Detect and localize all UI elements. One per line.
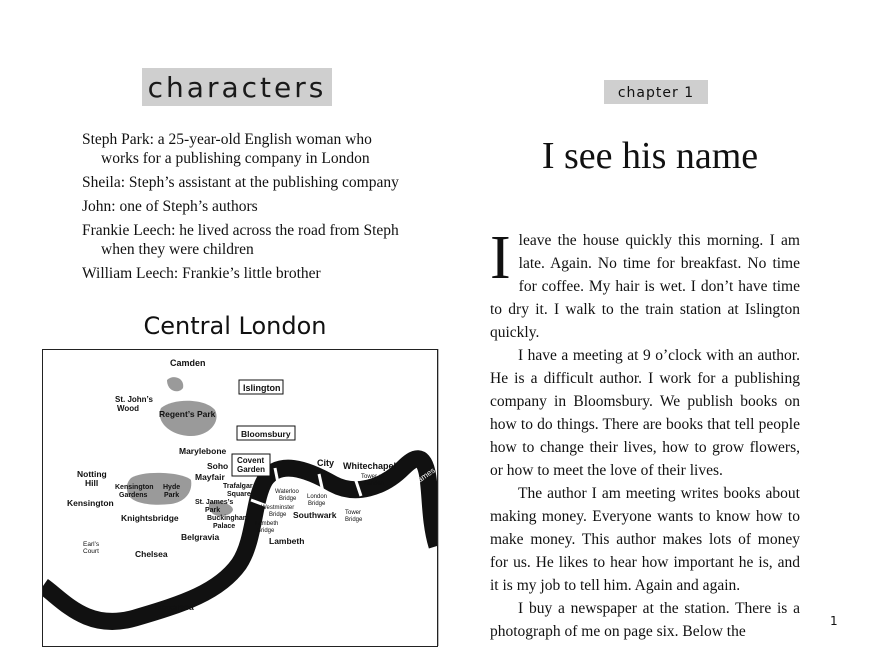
label-river-thames: River Thames (390, 465, 437, 502)
paragraph-text: leave the house quickly this morning. I am late. Again. No time for breakfast. No time for coffee. My hair is wet. I don’t have time to dry it. I walk to the train station at Islington quickly. (490, 232, 800, 341)
label-trafalgar-square: Trafalgar (223, 483, 253, 490)
label-lambeth: Lambeth (269, 536, 305, 546)
label-trafalgar-square: Square (227, 491, 251, 498)
label-waterloo-bridge: Waterloo (275, 489, 299, 495)
label-earls-court: Court (83, 548, 99, 555)
map-drawing (43, 350, 437, 646)
label-st-james-park: St. James’s (195, 499, 234, 506)
label-whitechapel: Whitechapel (343, 461, 397, 471)
label-kensington-gardens: Gardens (119, 492, 148, 499)
label-battersea: Battersea (155, 602, 194, 612)
label-tower-bridge: Tower (345, 510, 362, 516)
character-item: Sheila: Steph’s assistant at the publishing company (82, 174, 399, 191)
paragraph: I buy a newspaper at the station. There is a photograph of me on page six. Below the (490, 600, 800, 640)
label-kensington: Kensington (67, 498, 114, 508)
label-regents-park: Regent’s Park (159, 409, 216, 419)
character-item: John: one of Steph’s authors (82, 198, 258, 215)
label-kensington-gardens: Kensington (115, 484, 154, 491)
label-tower-of-london: London (364, 481, 385, 487)
label-islington: Islington (243, 383, 281, 393)
label-notting-hill: Notting (77, 469, 107, 479)
map-title: Central London (143, 312, 327, 340)
label-st-johns-wood: Wood (117, 404, 140, 413)
paragraph: The author I am meeting writes books about making money. Everyone wants to know how to make money. This author makes lots of money for us. He likes to hear how important he is, and it is my job to tell him. Again and again. (490, 485, 800, 594)
label-hyde-park: Hyde (163, 484, 181, 491)
character-item: Steph Park: a 25-year-old English woman who works for a publishing company in London (82, 131, 372, 167)
chapter-label: chapter 1 (617, 85, 695, 101)
label-camden: Camden (170, 358, 206, 368)
label-bloomsbury: Bloomsbury (241, 429, 291, 439)
label-westminster-bridge: Westminster (261, 505, 295, 511)
label-chelsea: Chelsea (135, 549, 168, 559)
page-number: 1 (830, 614, 838, 628)
label-st-johns-wood: St. John’s (115, 395, 153, 404)
characters-heading: characters (147, 71, 327, 104)
label-marylebone: Marylebone (179, 446, 227, 456)
label-st-james-park: Park (205, 507, 221, 514)
label-waterloo-bridge: Bridge (279, 496, 297, 502)
chapter-title: I see his name (541, 135, 759, 177)
label-westminster-bridge: Bridge (269, 512, 287, 518)
paragraph: I have a meeting at 9 o’clock with an author. He is a difficult author. I work for a publishing company in Bloomsbury. We publish books on how to do things. There are books that tell people how to change their lives, how to grow flowers, or how to meet the love of their lives. (490, 347, 800, 479)
label-lambeth-bridge: Bridge (257, 528, 275, 534)
central-london-map (42, 349, 438, 647)
label-earls-court: Earl’s (83, 541, 100, 548)
label-notting-hill: Hill (85, 478, 99, 488)
label-belgravia: Belgravia (181, 532, 220, 542)
label-buckingham-palace: Buckingham (207, 515, 250, 522)
label-hyde-park: Park (164, 492, 180, 499)
label-london-bridge: Bridge (308, 501, 326, 507)
character-list (82, 130, 402, 288)
character-item: Frankie Leech: he lived across the road from Steph when they were children (82, 222, 399, 258)
label-tower-bridge: Bridge (345, 517, 363, 523)
paragraph (490, 224, 800, 344)
primrose-hill-area (167, 377, 183, 391)
label-london-bridge: London (307, 494, 328, 500)
character-item: William Leech: Frankie’s little brother (82, 265, 321, 282)
label-soho: Soho (207, 461, 229, 471)
label-covent-garden: Garden (237, 465, 266, 474)
drop-cap: I (490, 224, 511, 292)
label-lambeth-bridge: Lambeth (255, 521, 279, 527)
chapter-body (490, 224, 800, 643)
label-buckingham-palace: Palace (213, 523, 236, 530)
label-city: City (317, 458, 335, 468)
label-southwark: Southwark (293, 510, 337, 520)
label-knightsbridge: Knightsbridge (121, 513, 179, 523)
label-covent-garden: Covent (237, 456, 265, 465)
label-mayfair: Mayfair (195, 472, 225, 482)
label-tower-of-london: Tower of (361, 474, 384, 480)
